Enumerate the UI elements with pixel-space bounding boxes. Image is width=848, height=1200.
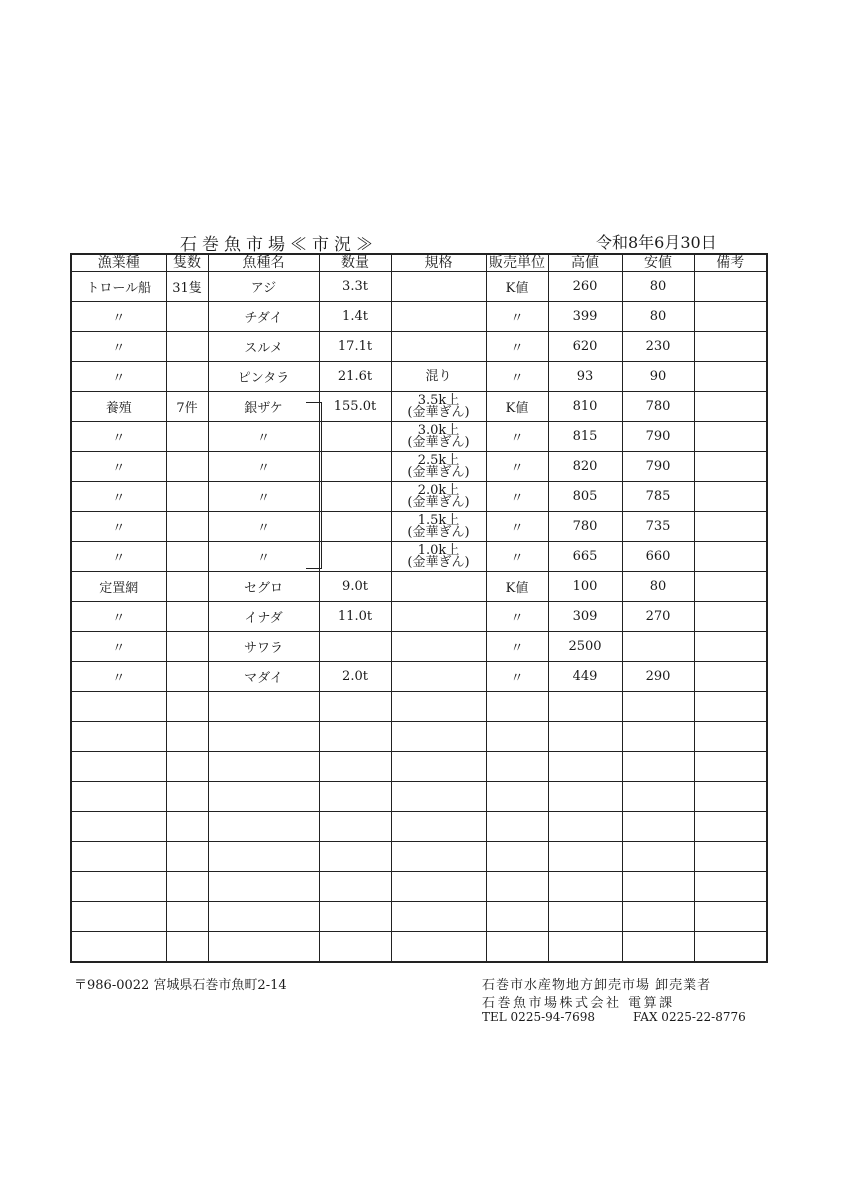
cell-vessel-count: [166, 752, 208, 782]
cell-sales-unit: [486, 812, 548, 842]
cell-quantity: [319, 482, 391, 512]
table-row: [71, 422, 767, 452]
cell-quantity: [319, 842, 391, 872]
cell-sales-unit: 〃: [486, 632, 548, 662]
cell-high-price: [548, 932, 622, 963]
cell-sales-unit: 〃: [486, 542, 548, 572]
spec-brand: (金華ぎん): [407, 494, 470, 510]
cell-fishery-type: [71, 692, 166, 722]
cell-fishery-type: 〃: [71, 482, 166, 512]
cell-spec: [391, 872, 486, 902]
cell-quantity: 2.0t: [319, 662, 391, 692]
spec-brand: (金華ぎん): [407, 554, 470, 570]
cell-vessel-count: [166, 452, 208, 482]
cell-remarks: [694, 902, 767, 932]
cell-remarks: [694, 542, 767, 572]
column-header: 数量: [319, 254, 391, 272]
cell-spec: [391, 572, 486, 602]
cell-low-price: [622, 812, 694, 842]
cell-quantity: 21.6t: [319, 362, 391, 392]
column-header: 高値: [548, 254, 622, 272]
cell-fishery-type: 〃: [71, 302, 166, 332]
cell-fish-name: 〃: [208, 542, 319, 572]
spec-size: 2.5k上: [417, 452, 460, 468]
cell-low-price: [622, 692, 694, 722]
cell-fish-name: 銀ザケ: [208, 392, 319, 422]
cell-high-price: [548, 722, 622, 752]
table-row: [71, 362, 767, 392]
cell-vessel-count: [166, 842, 208, 872]
table-row: [71, 302, 767, 332]
table-row: [71, 722, 767, 752]
cell-low-price: 230: [622, 332, 694, 362]
column-header: 安値: [622, 254, 694, 272]
cell-quantity: [319, 452, 391, 482]
cell-high-price: [548, 902, 622, 932]
cell-remarks: [694, 722, 767, 752]
spec-brand: (金華ぎん): [407, 464, 470, 480]
table-row: [71, 902, 767, 932]
cell-remarks: [694, 602, 767, 632]
cell-fish-name: スルメ: [208, 332, 319, 362]
cell-sales-unit: [486, 902, 548, 932]
table-row: [71, 932, 767, 963]
cell-fishery-type: 〃: [71, 512, 166, 542]
cell-fishery-type: [71, 932, 166, 963]
table-row: [71, 572, 767, 602]
cell-high-price: 810: [548, 392, 622, 422]
cell-remarks: [694, 272, 767, 302]
cell-sales-unit: [486, 692, 548, 722]
cell-vessel-count: [166, 542, 208, 572]
cell-remarks: [694, 482, 767, 512]
table-row: [71, 872, 767, 902]
spec-brand: (金華ぎん): [407, 404, 470, 420]
cell-quantity: [319, 722, 391, 752]
cell-remarks: [694, 572, 767, 602]
cell-vessel-count: [166, 482, 208, 512]
cell-sales-unit: [486, 752, 548, 782]
cell-spec: [391, 932, 486, 963]
cell-spec: [391, 272, 486, 302]
cell-vessel-count: [166, 872, 208, 902]
cell-fish-name: [208, 902, 319, 932]
cell-spec: [391, 332, 486, 362]
cell-spec: [391, 782, 486, 812]
cell-spec: [391, 422, 486, 452]
cell-fishery-type: 養殖: [71, 392, 166, 422]
cell-remarks: [694, 512, 767, 542]
cell-quantity: [319, 692, 391, 722]
cell-low-price: 785: [622, 482, 694, 512]
cell-quantity: 9.0t: [319, 572, 391, 602]
cell-fishery-type: [71, 722, 166, 752]
cell-sales-unit: 〃: [486, 422, 548, 452]
cell-spec: [391, 512, 486, 542]
cell-sales-unit: [486, 782, 548, 812]
cell-quantity: [319, 932, 391, 963]
cell-remarks: [694, 422, 767, 452]
table-row: [71, 752, 767, 782]
cell-fish-name: [208, 932, 319, 963]
cell-sales-unit: [486, 932, 548, 963]
cell-fish-name: セグロ: [208, 572, 319, 602]
spec-size: 1.0k上: [417, 542, 460, 558]
cell-quantity: 1.4t: [319, 302, 391, 332]
cell-sales-unit: 〃: [486, 302, 548, 332]
cell-fish-name: ピンタラ: [208, 362, 319, 392]
cell-fishery-type: 〃: [71, 662, 166, 692]
cell-low-price: [622, 842, 694, 872]
table-row: [71, 842, 767, 872]
cell-low-price: [622, 902, 694, 932]
table-row: [71, 662, 767, 692]
cell-high-price: 820: [548, 452, 622, 482]
cell-spec: [391, 662, 486, 692]
cell-low-price: 290: [622, 662, 694, 692]
cell-remarks: [694, 782, 767, 812]
table-body: [71, 272, 767, 963]
cell-remarks: [694, 362, 767, 392]
cell-vessel-count: [166, 812, 208, 842]
cell-vessel-count: [166, 692, 208, 722]
cell-low-price: [622, 782, 694, 812]
table-row: [71, 632, 767, 662]
cell-remarks: [694, 302, 767, 332]
table-row: [71, 272, 767, 302]
table-row: [71, 782, 767, 812]
cell-vessel-count: [166, 662, 208, 692]
cell-fishery-type: 〃: [71, 362, 166, 392]
cell-quantity: [319, 812, 391, 842]
cell-vessel-count: [166, 632, 208, 662]
ginzake-group-bracket: [306, 402, 322, 569]
cell-remarks: [694, 812, 767, 842]
cell-high-price: [548, 872, 622, 902]
cell-vessel-count: [166, 422, 208, 452]
column-header: 漁業種: [71, 254, 166, 272]
cell-vessel-count: [166, 332, 208, 362]
cell-sales-unit: 〃: [486, 452, 548, 482]
cell-fish-name: [208, 872, 319, 902]
cell-fishery-type: [71, 842, 166, 872]
cell-fishery-type: 〃: [71, 602, 166, 632]
cell-high-price: [548, 752, 622, 782]
cell-spec: [391, 812, 486, 842]
cell-sales-unit: [486, 842, 548, 872]
cell-fish-name: [208, 812, 319, 842]
cell-vessel-count: [166, 362, 208, 392]
cell-sales-unit: 〃: [486, 602, 548, 632]
cell-sales-unit: K値: [486, 572, 548, 602]
footer-fax: FAX 0225-22-8776: [633, 1010, 746, 1024]
cell-fish-name: アジ: [208, 272, 319, 302]
table-row: [71, 602, 767, 632]
cell-quantity: [319, 752, 391, 782]
cell-low-price: 80: [622, 272, 694, 302]
cell-sales-unit: 〃: [486, 482, 548, 512]
cell-remarks: [694, 842, 767, 872]
cell-vessel-count: [166, 302, 208, 332]
cell-fish-name: [208, 722, 319, 752]
cell-vessel-count: [166, 902, 208, 932]
footer-tel: TEL 0225-94-7698: [482, 1010, 596, 1024]
table-row: [71, 452, 767, 482]
table-row: [71, 332, 767, 362]
cell-quantity: 11.0t: [319, 602, 391, 632]
table-row: [71, 482, 767, 512]
cell-sales-unit: [486, 722, 548, 752]
cell-remarks: [694, 932, 767, 963]
column-header: 販売単位: [486, 254, 548, 272]
cell-fish-name: マダイ: [208, 662, 319, 692]
cell-vessel-count: [166, 512, 208, 542]
cell-remarks: [694, 632, 767, 662]
market-price-table: [70, 253, 768, 963]
table-row: [71, 692, 767, 722]
cell-high-price: 449: [548, 662, 622, 692]
cell-remarks: [694, 872, 767, 902]
cell-high-price: 780: [548, 512, 622, 542]
footer-company-name: 石巻魚市場株式会社 電算課: [482, 996, 675, 1011]
cell-high-price: [548, 842, 622, 872]
column-header: 備考: [694, 254, 767, 272]
cell-high-price: [548, 782, 622, 812]
cell-fish-name: イナダ: [208, 602, 319, 632]
cell-low-price: 660: [622, 542, 694, 572]
cell-fishery-type: 〃: [71, 452, 166, 482]
cell-low-price: 735: [622, 512, 694, 542]
cell-spec: [391, 302, 486, 332]
cell-vessel-count: 7件: [166, 392, 208, 422]
column-header: 規格: [391, 254, 486, 272]
cell-vessel-count: [166, 602, 208, 632]
cell-high-price: 665: [548, 542, 622, 572]
cell-fishery-type: 定置網: [71, 572, 166, 602]
column-header: 魚種名: [208, 254, 319, 272]
cell-quantity: [319, 422, 391, 452]
cell-spec: [391, 632, 486, 662]
cell-spec: [391, 902, 486, 932]
cell-spec: [391, 842, 486, 872]
spec-size: 3.5k上: [417, 392, 460, 408]
cell-sales-unit: 〃: [486, 662, 548, 692]
cell-fishery-type: [71, 812, 166, 842]
spec-size: 3.0k上: [417, 422, 460, 438]
cell-fishery-type: 〃: [71, 332, 166, 362]
cell-high-price: [548, 812, 622, 842]
cell-low-price: 790: [622, 422, 694, 452]
cell-low-price: [622, 722, 694, 752]
cell-low-price: 80: [622, 302, 694, 332]
cell-quantity: 155.0t: [319, 392, 391, 422]
footer-market-name: 石巻市水産物地方卸売市場 卸売業者: [482, 978, 712, 993]
spec-brand: (金華ぎん): [407, 434, 470, 450]
cell-sales-unit: K値: [486, 392, 548, 422]
table-row: [71, 392, 767, 422]
cell-spec: [391, 722, 486, 752]
cell-spec: [391, 452, 486, 482]
cell-fishery-type: [71, 872, 166, 902]
cell-sales-unit: 〃: [486, 332, 548, 362]
cell-sales-unit: K値: [486, 272, 548, 302]
cell-high-price: 620: [548, 332, 622, 362]
cell-spec: [391, 542, 486, 572]
cell-spec: [391, 602, 486, 632]
spec-size: 2.0k上: [417, 482, 460, 498]
cell-high-price: 805: [548, 482, 622, 512]
page-title: 石巻魚市場≪市況≫: [180, 235, 378, 255]
cell-remarks: [694, 752, 767, 782]
table-row: [71, 812, 767, 842]
cell-quantity: [319, 902, 391, 932]
report-date: 令和8年6月30日: [596, 233, 717, 252]
cell-fishery-type: [71, 902, 166, 932]
cell-quantity: [319, 542, 391, 572]
table-row: [71, 542, 767, 572]
table-header-row: [71, 254, 767, 272]
cell-fish-name: [208, 752, 319, 782]
spec-brand: (金華ぎん): [407, 524, 470, 540]
cell-fish-name: 〃: [208, 482, 319, 512]
cell-quantity: [319, 872, 391, 902]
cell-fishery-type: [71, 782, 166, 812]
cell-fish-name: サワラ: [208, 632, 319, 662]
cell-low-price: 790: [622, 452, 694, 482]
cell-quantity: [319, 632, 391, 662]
cell-high-price: 100: [548, 572, 622, 602]
cell-low-price: [622, 632, 694, 662]
cell-low-price: 270: [622, 602, 694, 632]
cell-high-price: 815: [548, 422, 622, 452]
cell-quantity: [319, 512, 391, 542]
cell-fish-name: [208, 782, 319, 812]
cell-vessel-count: [166, 572, 208, 602]
cell-spec: [391, 362, 486, 392]
cell-fish-name: 〃: [208, 512, 319, 542]
cell-spec: [391, 392, 486, 422]
cell-fishery-type: トロール船: [71, 272, 166, 302]
spec-size: 混り: [425, 368, 452, 384]
cell-low-price: [622, 752, 694, 782]
cell-low-price: 90: [622, 362, 694, 392]
cell-fishery-type: 〃: [71, 422, 166, 452]
cell-high-price: 260: [548, 272, 622, 302]
cell-sales-unit: [486, 872, 548, 902]
cell-remarks: [694, 392, 767, 422]
cell-spec: [391, 692, 486, 722]
cell-fishery-type: 〃: [71, 542, 166, 572]
cell-quantity: 3.3t: [319, 272, 391, 302]
cell-remarks: [694, 332, 767, 362]
cell-spec: [391, 752, 486, 782]
cell-quantity: [319, 782, 391, 812]
footer-address: 〒986-0022 宮城県石巻市魚町2-14: [74, 978, 287, 993]
cell-remarks: [694, 662, 767, 692]
cell-quantity: 17.1t: [319, 332, 391, 362]
cell-high-price: [548, 692, 622, 722]
cell-high-price: 2500: [548, 632, 622, 662]
cell-vessel-count: [166, 932, 208, 963]
cell-remarks: [694, 452, 767, 482]
cell-high-price: 93: [548, 362, 622, 392]
cell-remarks: [694, 692, 767, 722]
cell-fishery-type: [71, 752, 166, 782]
cell-low-price: 80: [622, 572, 694, 602]
cell-spec: [391, 482, 486, 512]
table-row: [71, 512, 767, 542]
cell-vessel-count: [166, 782, 208, 812]
cell-sales-unit: 〃: [486, 512, 548, 542]
cell-fish-name: チダイ: [208, 302, 319, 332]
cell-fish-name: [208, 692, 319, 722]
cell-low-price: [622, 872, 694, 902]
cell-vessel-count: 31隻: [166, 272, 208, 302]
cell-low-price: 780: [622, 392, 694, 422]
cell-vessel-count: [166, 722, 208, 752]
column-header: 隻数: [166, 254, 208, 272]
cell-fish-name: [208, 842, 319, 872]
cell-high-price: 309: [548, 602, 622, 632]
cell-low-price: [622, 932, 694, 963]
cell-high-price: 399: [548, 302, 622, 332]
cell-fishery-type: 〃: [71, 632, 166, 662]
cell-sales-unit: 〃: [486, 362, 548, 392]
spec-size: 1.5k上: [417, 512, 460, 528]
cell-fish-name: 〃: [208, 422, 319, 452]
cell-fish-name: 〃: [208, 452, 319, 482]
